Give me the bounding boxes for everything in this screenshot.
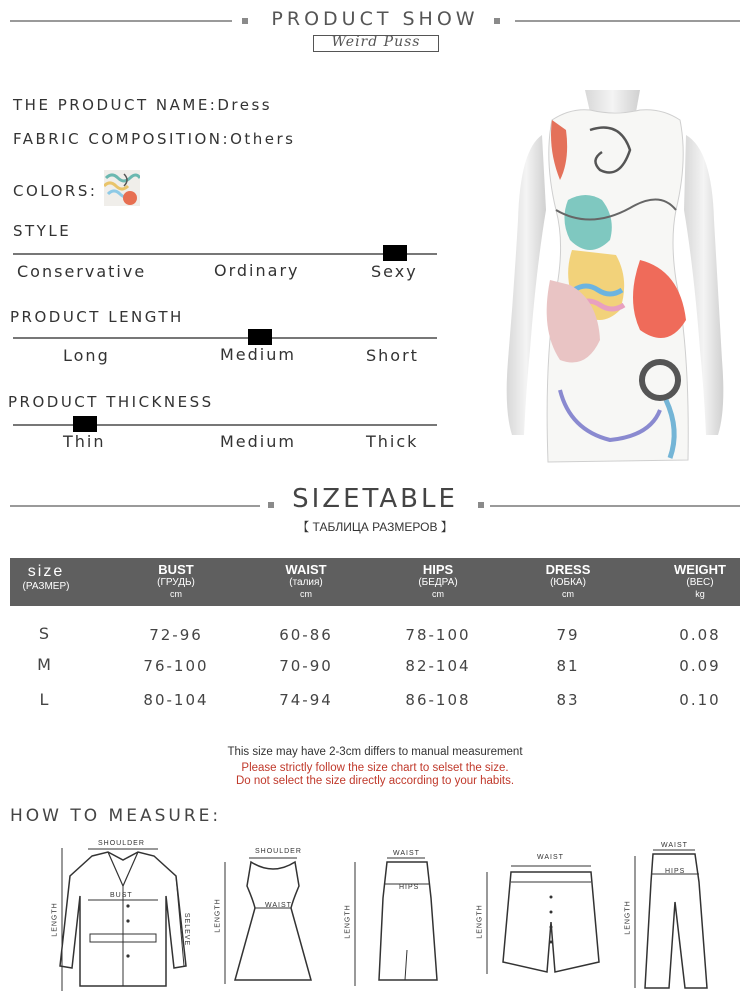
header-rule-left [10, 20, 232, 22]
sizetable-rule-left [10, 505, 260, 507]
col-dress-unit: cm [562, 589, 574, 599]
cell-dress: 83 [556, 691, 580, 709]
cell-size: S [38, 624, 52, 643]
cell-dress: 81 [556, 657, 580, 675]
skirt-waist-label: WAIST [393, 850, 420, 857]
col-dress-ru: (ЮБКА) [550, 577, 586, 588]
cell-waist: 70-90 [279, 657, 333, 675]
product-name-label: THE PRODUCT NAME: [13, 96, 218, 114]
color-swatch-pattern-icon [104, 170, 140, 206]
colors-label: COLORS: [13, 182, 98, 200]
cell-bust: 76-100 [143, 657, 209, 675]
product-name [13, 96, 272, 114]
pants-length-label: LENGTH [624, 900, 632, 935]
note-measurement: This size may have 2-3cm differs to manual measurement [227, 746, 523, 758]
measure-title: HOW TO MEASURE: [10, 806, 222, 826]
dress-shoulder-label: SHOULDER [255, 848, 302, 855]
cell-hips: 86-108 [405, 691, 471, 709]
skirt-outline-icon [345, 850, 445, 990]
cell-hips: 78-100 [405, 626, 471, 644]
shorts-waist-label: WAIST [537, 854, 564, 861]
jacket-bust-label: BUST [110, 892, 133, 899]
col-dress-name: DRESS [545, 562, 591, 577]
col-hips-unit: cm [432, 589, 444, 599]
skirt-hips-label: HIPS [399, 884, 420, 891]
shorts-outline-icon [475, 852, 615, 982]
measure-skirt-diagram [345, 850, 445, 990]
cell-bust: 80-104 [143, 691, 209, 709]
cell-dress: 79 [556, 626, 580, 644]
measure-dress-diagram [215, 846, 315, 986]
col-bust-ru: (ГРУДЬ) [157, 577, 195, 588]
thickness-option-medium: Medium [220, 432, 296, 451]
col-waist [270, 562, 342, 599]
col-hips [402, 562, 474, 599]
jacket-shoulder-label: SHOULDER [98, 840, 145, 847]
col-bust-name: BUST [158, 562, 194, 577]
length-scale-line [13, 337, 437, 339]
dress-outline-icon [215, 846, 315, 986]
cell-weight: 0.10 [679, 691, 721, 709]
col-weight-unit: kg [695, 589, 705, 599]
sizetable-dot-left [268, 502, 274, 508]
note-warning-1: Please strictly follow the size chart to selset the size. [241, 762, 509, 774]
col-weight [664, 562, 736, 599]
sizetable-dot-right [478, 502, 484, 508]
cell-weight: 0.08 [679, 626, 721, 644]
product-name-value: Dress [217, 96, 273, 114]
pants-outline-icon [625, 842, 715, 992]
jacket-outline-icon [48, 836, 198, 996]
dress-length-label: LENGTH [214, 898, 222, 933]
measure-pants-diagram [625, 842, 715, 992]
measure-jacket-diagram [48, 836, 198, 996]
skirt-length-label: LENGTH [344, 904, 352, 939]
thickness-title: PRODUCT THICKNESS [8, 393, 214, 411]
sizetable-subtitle: 【 ТАБЛИЦА РАЗМЕРОВ 】 [297, 520, 453, 534]
length-option-short: Short [366, 346, 419, 365]
header-dot-right [494, 18, 500, 24]
note-warning-2: Do not select the size directly according to your habits. [235, 775, 515, 787]
fabric-composition [13, 130, 295, 148]
length-option-medium: Medium [220, 345, 296, 364]
cell-size: L [39, 690, 51, 709]
pants-hips-label: HIPS [665, 868, 686, 875]
cell-waist: 74-94 [279, 691, 333, 709]
dress-waist-label: WAIST [265, 902, 292, 909]
col-waist-ru: (талия) [289, 577, 323, 588]
col-bust-unit: cm [170, 589, 182, 599]
style-option-sexy: Sexy [371, 262, 418, 281]
length-title: PRODUCT LENGTH [10, 308, 184, 326]
col-hips-name: HIPS [422, 562, 454, 577]
sizetable-title: SIZETABLE [292, 484, 458, 514]
thickness-option-thin: Thin [63, 432, 106, 451]
cell-waist: 60-86 [279, 626, 333, 644]
col-waist-unit: cm [300, 589, 312, 599]
style-title: STYLE [13, 222, 72, 240]
color-swatch[interactable] [104, 170, 140, 206]
dress-mannequin-icon [490, 90, 740, 470]
thickness-option-thick: Thick [366, 432, 419, 451]
jacket-length-label: LENGTH [51, 902, 59, 937]
cell-bust: 72-96 [149, 626, 203, 644]
sizetable-rule-right [490, 505, 740, 507]
cell-hips: 82-104 [405, 657, 471, 675]
col-size-name: size [27, 563, 65, 580]
measure-shorts-diagram [475, 852, 615, 982]
col-dress [532, 562, 604, 599]
fabric-label: FABRIC COMPOSITION: [13, 130, 231, 148]
col-weight-ru: (ВЕС) [686, 577, 714, 588]
page-title: PRODUCT SHOW [271, 8, 479, 30]
shorts-length-label: LENGTH [476, 904, 484, 939]
col-weight-name: WEIGHT [674, 562, 726, 577]
col-bust [140, 562, 212, 599]
style-option-conservative: Conservative [17, 262, 147, 281]
pants-waist-label: WAIST [661, 842, 688, 849]
style-marker [383, 245, 407, 261]
col-size [10, 563, 82, 593]
jacket-sleeve-label: SELEVE [183, 912, 191, 947]
length-marker [248, 329, 272, 345]
cell-weight: 0.09 [679, 657, 721, 675]
brand-name: Weird Puss [331, 34, 421, 50]
header-dot-left [242, 18, 248, 24]
header-rule-right [515, 20, 740, 22]
length-option-long: Long [63, 346, 110, 365]
style-scale-line [13, 253, 437, 255]
fabric-value: Others [230, 130, 296, 148]
sizetable-header-row [10, 558, 740, 606]
col-waist-name: WAIST [285, 562, 327, 577]
thickness-marker [73, 416, 97, 432]
cell-size: M [37, 655, 53, 674]
style-option-ordinary: Ordinary [214, 261, 300, 280]
col-size-ru: (РАЗМЕР) [22, 581, 70, 592]
col-hips-ru: (БЕДРА) [418, 577, 458, 588]
product-photo [490, 90, 740, 470]
